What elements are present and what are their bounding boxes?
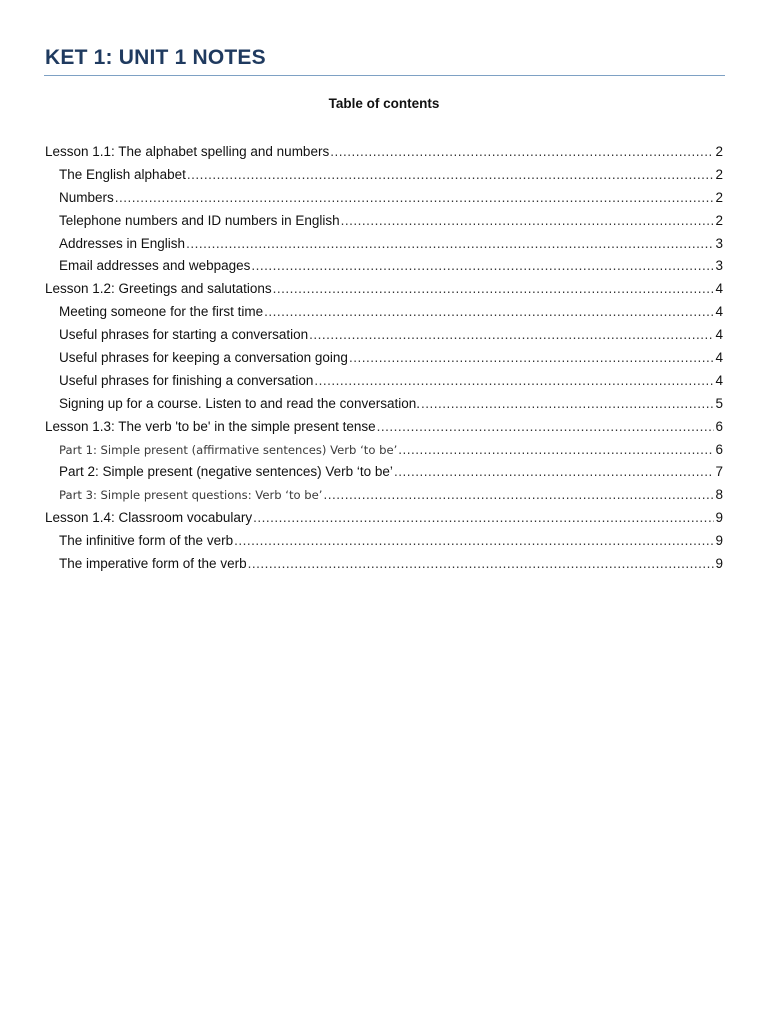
toc-entry-part-1[interactable] (45, 441, 723, 464)
toc-entry-text: Useful phrases for finishing a conversation (59, 372, 314, 388)
toc-entry-text: Signing up for a course. Listen to and read the conversation. (59, 395, 420, 411)
dot-leader (341, 212, 715, 230)
toc-entry-infinitive-form[interactable] (45, 532, 723, 555)
toc-entry-text: The English alphabet (59, 166, 186, 182)
toc-entry-lesson-1-2[interactable] (45, 280, 723, 303)
toc-entry-email-webpages[interactable] (45, 257, 723, 280)
dot-leader (349, 349, 715, 367)
toc-entry-finishing-conversation[interactable] (45, 372, 723, 395)
toc-entry-text: Useful phrases for starting a conversation (59, 327, 309, 343)
toc-entry-telephone-numbers[interactable] (45, 212, 723, 235)
toc-page-number: 9 (715, 556, 723, 572)
toc-entry-text: Addresses in English (59, 235, 186, 251)
toc-page-number: 7 (715, 464, 723, 480)
toc-entry-keeping-conversation[interactable] (45, 349, 723, 372)
title-underline (44, 75, 725, 76)
toc-entry-text: Part 2: Simple present (negative sentences) Verb ‘to be’ (59, 464, 393, 480)
toc-page-number: 2 (715, 189, 723, 205)
toc-page-number: 6 (715, 418, 723, 434)
toc-entry-signing-up-course[interactable] (45, 395, 723, 418)
document-title: KET 1: UNIT 1 NOTES (45, 46, 266, 69)
dot-leader (234, 532, 714, 550)
dot-leader (115, 189, 715, 207)
toc-entry-meeting-someone[interactable] (45, 303, 723, 326)
toc-entry-lesson-1-3[interactable] (45, 418, 723, 441)
dot-leader (186, 235, 714, 253)
toc-entry-numbers[interactable] (45, 189, 723, 212)
toc-entry-lesson-1-4[interactable] (45, 509, 723, 532)
toc-page-number: 6 (715, 441, 723, 457)
dot-leader (377, 418, 715, 436)
toc-entry-text: Part 1: Simple present (affirmative sentences) Verb ‘to be’ (59, 442, 398, 457)
toc-entry-text: Lesson 1.2: Greetings and salutations (45, 281, 272, 297)
dot-leader (323, 486, 714, 504)
toc-entry-text: Meeting someone for the first time (59, 304, 264, 320)
toc-page-number: 5 (715, 395, 723, 411)
dot-leader (264, 303, 714, 321)
toc-page-number: 4 (715, 372, 723, 388)
toc-page-number: 2 (715, 166, 723, 182)
toc-entry-text: Useful phrases for keeping a conversation going (59, 350, 348, 366)
toc-entry-text: Numbers (59, 189, 114, 205)
toc-page-number: 3 (715, 235, 723, 251)
dot-leader (398, 441, 714, 459)
dot-leader (248, 555, 715, 573)
toc-page-number: 2 (715, 144, 723, 159)
toc-entry-text: Lesson 1.4: Classroom vocabulary (45, 510, 253, 526)
toc-entry-starting-conversation[interactable] (45, 326, 723, 349)
toc-heading: Table of contents (328, 96, 440, 111)
toc-page-number: 4 (715, 281, 723, 297)
dot-leader (314, 372, 714, 390)
toc-page-number: 2 (715, 212, 723, 228)
toc-entry-addresses[interactable] (45, 235, 723, 258)
toc-entry-text: The imperative form of the verb (59, 556, 247, 572)
toc-page-number: 8 (715, 487, 723, 503)
toc-entry-text: Telephone numbers and ID numbers in English (59, 212, 340, 228)
toc-entry-text: Lesson 1.1: The alphabet spelling and numbers (45, 144, 330, 159)
dot-leader (421, 395, 715, 413)
dot-leader (394, 463, 715, 481)
toc-entry-text: The infinitive form of the verb (59, 533, 234, 549)
table-of-contents (45, 143, 723, 578)
toc-page-number: 9 (715, 510, 723, 526)
dot-leader (330, 143, 714, 161)
toc-page-number: 4 (715, 327, 723, 343)
dot-leader (253, 509, 714, 527)
toc-entry-text: Email addresses and webpages (59, 258, 251, 274)
toc-page-number: 4 (715, 304, 723, 320)
dot-leader (273, 280, 715, 298)
dot-leader (309, 326, 714, 344)
toc-entry-english-alphabet[interactable] (45, 166, 723, 189)
toc-entry-part-2[interactable] (45, 463, 723, 486)
toc-page-number: 4 (715, 350, 723, 366)
toc-entry-part-3[interactable] (45, 486, 723, 509)
toc-entry-text: Lesson 1.3: The verb 'to be' in the simple present tense (45, 418, 376, 434)
toc-page-number: 9 (715, 533, 723, 549)
toc-entry-imperative-form[interactable] (45, 555, 723, 578)
toc-page-number: 3 (715, 258, 723, 274)
toc-entry-text: Part 3: Simple present questions: Verb ‘to be’ (59, 488, 323, 503)
dot-leader (187, 166, 715, 184)
dot-leader (251, 257, 714, 275)
toc-entry-lesson-1-1[interactable] (45, 143, 723, 166)
